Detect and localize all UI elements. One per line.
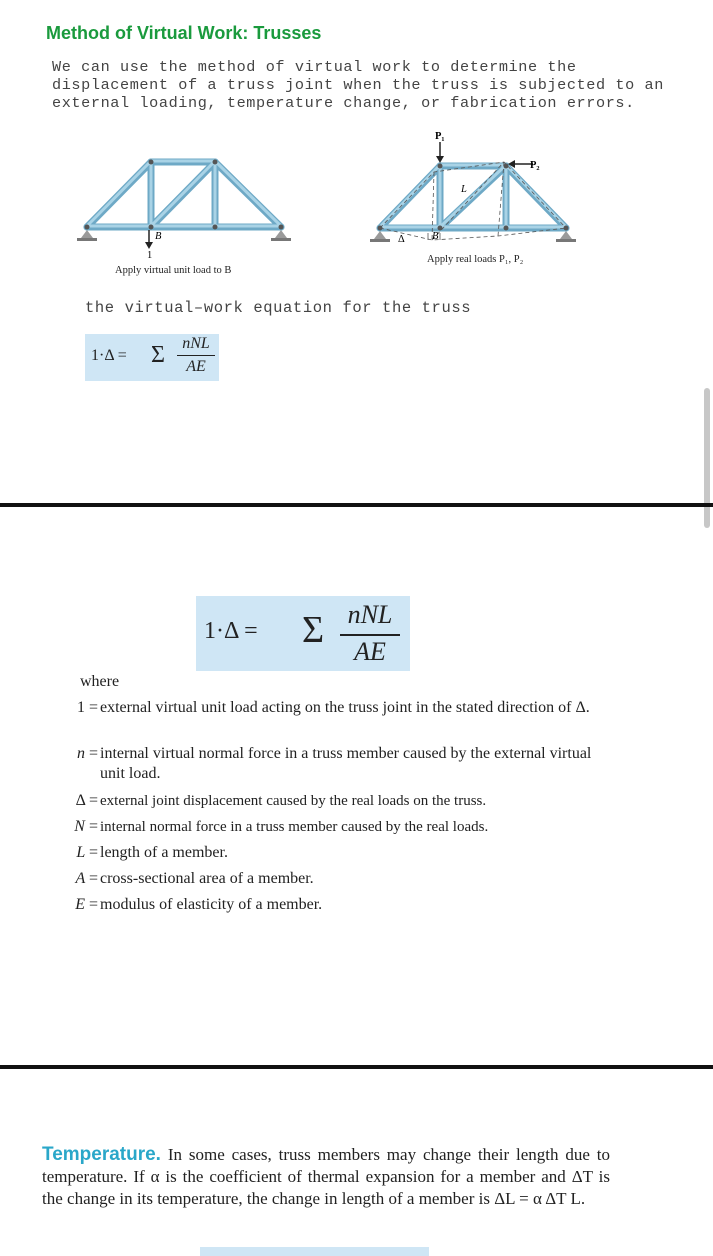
temperature-heading: Temperature. bbox=[42, 1144, 161, 1165]
definition-item bbox=[60, 817, 620, 839]
definition-symbol: Δ = bbox=[75, 792, 98, 809]
definition-symbol: N = bbox=[74, 818, 98, 835]
definition-text: cross-sectional area of a member. bbox=[100, 870, 314, 887]
section-divider bbox=[0, 503, 713, 507]
temperature-text: In some cases, truss members may change their length due to temperature. If α is the coefficient of thermal expansion for a member and ΔT is the change in its temperature, the change in length of a member is ΔL = α ΔT L. bbox=[42, 1145, 610, 1208]
definition-item bbox=[60, 869, 620, 891]
right-figure-caption: Apply real loads P₁, P₂ bbox=[427, 254, 524, 265]
definition-item bbox=[60, 698, 620, 740]
truss-virtual-load-figure bbox=[75, 150, 295, 260]
definition-symbol: 1 = bbox=[76, 699, 98, 716]
equation-denominator: AE bbox=[186, 358, 206, 375]
definition-symbol: A = bbox=[75, 870, 98, 887]
sigma-symbol: Σ bbox=[151, 342, 165, 368]
definition-item bbox=[60, 895, 620, 917]
definition-text: modulus of elasticity of a member. bbox=[100, 896, 323, 913]
definition-item bbox=[60, 843, 620, 865]
truss-real-loads-figure bbox=[368, 128, 583, 253]
left-figure-caption: Apply virtual unit load to B bbox=[115, 265, 232, 276]
equation-lhs: 1·Δ = bbox=[91, 347, 127, 364]
sigma-symbol: Σ bbox=[302, 609, 325, 651]
section-divider bbox=[0, 1065, 713, 1069]
definition-symbol: L = bbox=[76, 844, 98, 861]
equation-box-partial bbox=[200, 1247, 429, 1256]
definition-text: external virtual unit load acting on the truss joint in the stated direction of Δ. bbox=[100, 699, 590, 716]
label-b-right: B bbox=[432, 231, 439, 242]
label-p2: P₂ bbox=[530, 160, 540, 171]
definition-symbol: E = bbox=[75, 896, 98, 913]
equation-intro: the virtual–work equation for the truss bbox=[85, 299, 472, 317]
label-p1: P₁ bbox=[435, 131, 445, 142]
label-delta: Δ bbox=[398, 234, 405, 245]
equation-lhs: 1·Δ = bbox=[204, 618, 258, 644]
intro-paragraph: We can use the method of virtual work to determine the displacement of a truss joint when the truss is subjected to an external loading, temperature change, or fabrication errors. bbox=[52, 58, 664, 112]
where-label: where bbox=[80, 673, 120, 690]
definition-text: external joint displacement caused by the real loads on the truss. bbox=[100, 793, 487, 809]
definition-item bbox=[60, 791, 620, 813]
page-title: Method of Virtual Work: Trusses bbox=[46, 23, 322, 43]
fraction-bar bbox=[177, 355, 215, 356]
definition-symbol: n = bbox=[76, 745, 98, 762]
definition-item bbox=[60, 744, 620, 786]
fraction-bar bbox=[340, 634, 400, 636]
scrollbar[interactable] bbox=[704, 388, 710, 528]
temperature-paragraph bbox=[42, 1144, 610, 1210]
equation-numerator: nNL bbox=[347, 600, 393, 629]
label-l: L bbox=[461, 184, 467, 195]
equation-numerator: nNL bbox=[182, 335, 210, 352]
definition-text: internal virtual normal force in a truss member caused by the external virtual unit load. bbox=[100, 745, 592, 782]
definition-text: internal normal force in a truss member caused by the real loads. bbox=[100, 819, 489, 835]
definition-text: length of a member. bbox=[100, 844, 228, 861]
label-b: B bbox=[155, 231, 162, 242]
equation-denominator: AE bbox=[354, 637, 386, 666]
virtual-work-equation-small bbox=[85, 334, 219, 381]
label-unit-load: 1 bbox=[147, 250, 153, 260]
virtual-work-equation-large bbox=[196, 596, 410, 671]
